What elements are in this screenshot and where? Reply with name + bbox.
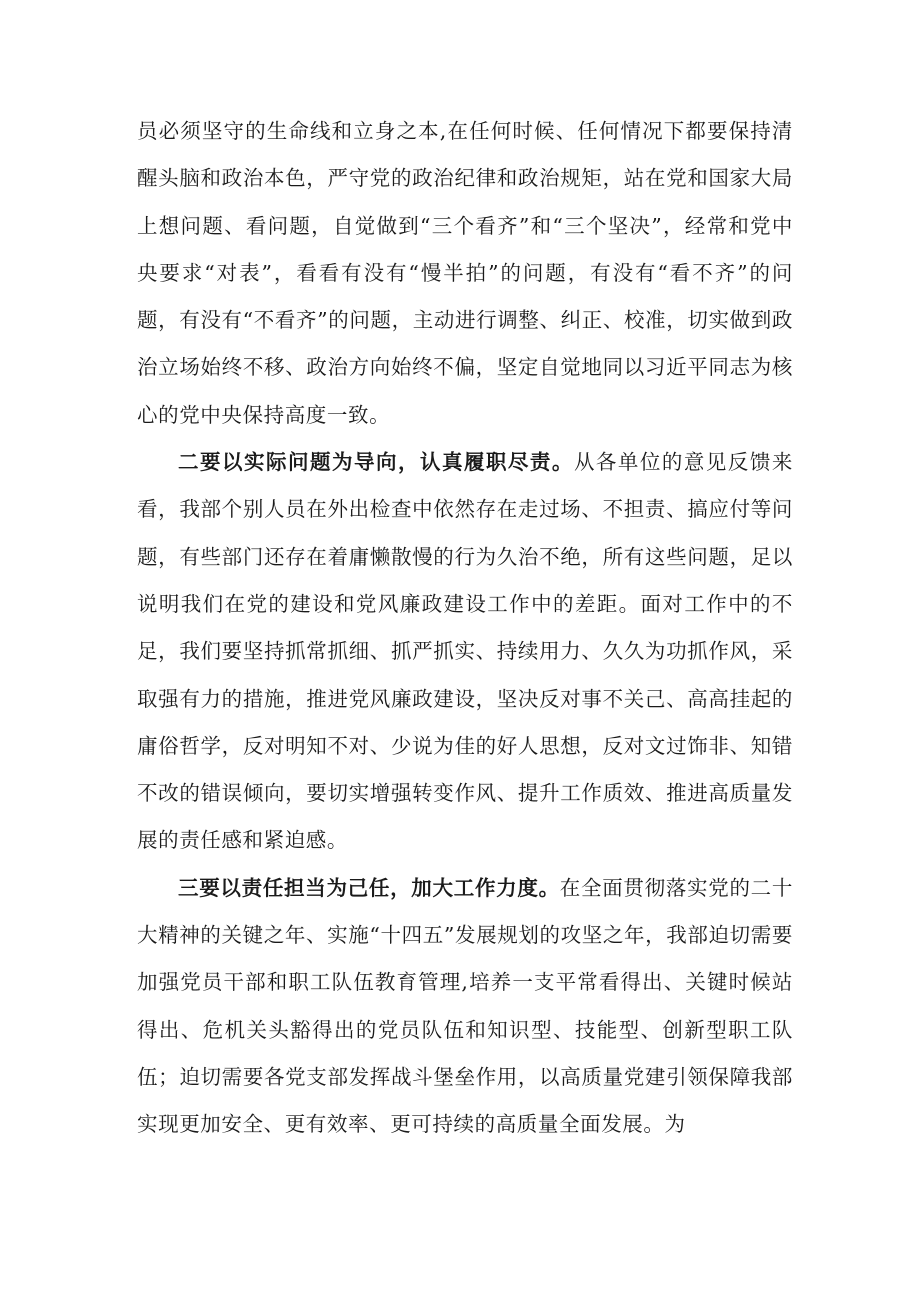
paragraph-continuation <box>137 108 793 439</box>
paragraph-point-two <box>137 439 793 865</box>
paragraph-3-text: 在全面贯彻落实党的二十大精神的关键之年、实施“十四五”发展规划的攻坚之年，我部迫切需要加强党员干部和职工队伍教育管理,培养一支平常看得出、关键时候站得出、危机关头豁得出的党员队伍和知识型、技能型、创新型职工队伍；迫切需要各党支部发挥战斗堡垒作用，以高质量党建引领保障我部实现更加安全、更有效率、更可持续的高质量全面发展。为 <box>137 875 793 1137</box>
paragraph-2-text: 从各单位的意见反馈来看，我部个别人员在外出检查中依然存在走过场、不担责、搞应付等问题，有些部门还存在着庸懒散慢的行为久治不绝，所有这些问题，足以说明我们在党的建设和党风廉政建设工作中的差距。面对工作中的不足，我们要坚持抓常抓细、抓严抓实、持续用力、久久为功抓作风，采取强有力的措施，推进党风廉政建设，坚决反对事不关己、高高挂起的庸俗哲学，反对明知不对、少说为佳的好人思想，反对文过饰非、知错不改的错误倾向，要切实增强转变作风、提升工作质效、推进高质量发展的责任感和紧迫感。 <box>137 450 793 853</box>
paragraph-1-text: 员必须坚守的生命线和立身之本,在任何时候、任何情况下都要保持清醒头脑和政治本色，严守党的政治纪律和政治规矩，站在党和国家大局上想问题、看问题，自觉做到“三个看齐”和“三个坚决”，经常和党中央要求“对表”，看看有没有“慢半拍”的问题，有没有“看不齐”的问题，有没有“不看齐”的问题，主动进行调整、纠正、校准，切实做到政治立场始终不移、政治方向始终不偏，坚定自觉地同以习近平同志为核心的党中央保持高度一致。 <box>137 119 793 427</box>
document-body <box>137 108 793 1149</box>
paragraph-2-heading: 二要以实际问题为导向，认真履职尽责。 <box>178 450 574 475</box>
paragraph-3-heading: 三要以责任担当为己任，加大工作力度。 <box>178 875 560 900</box>
paragraph-point-three <box>137 865 793 1149</box>
